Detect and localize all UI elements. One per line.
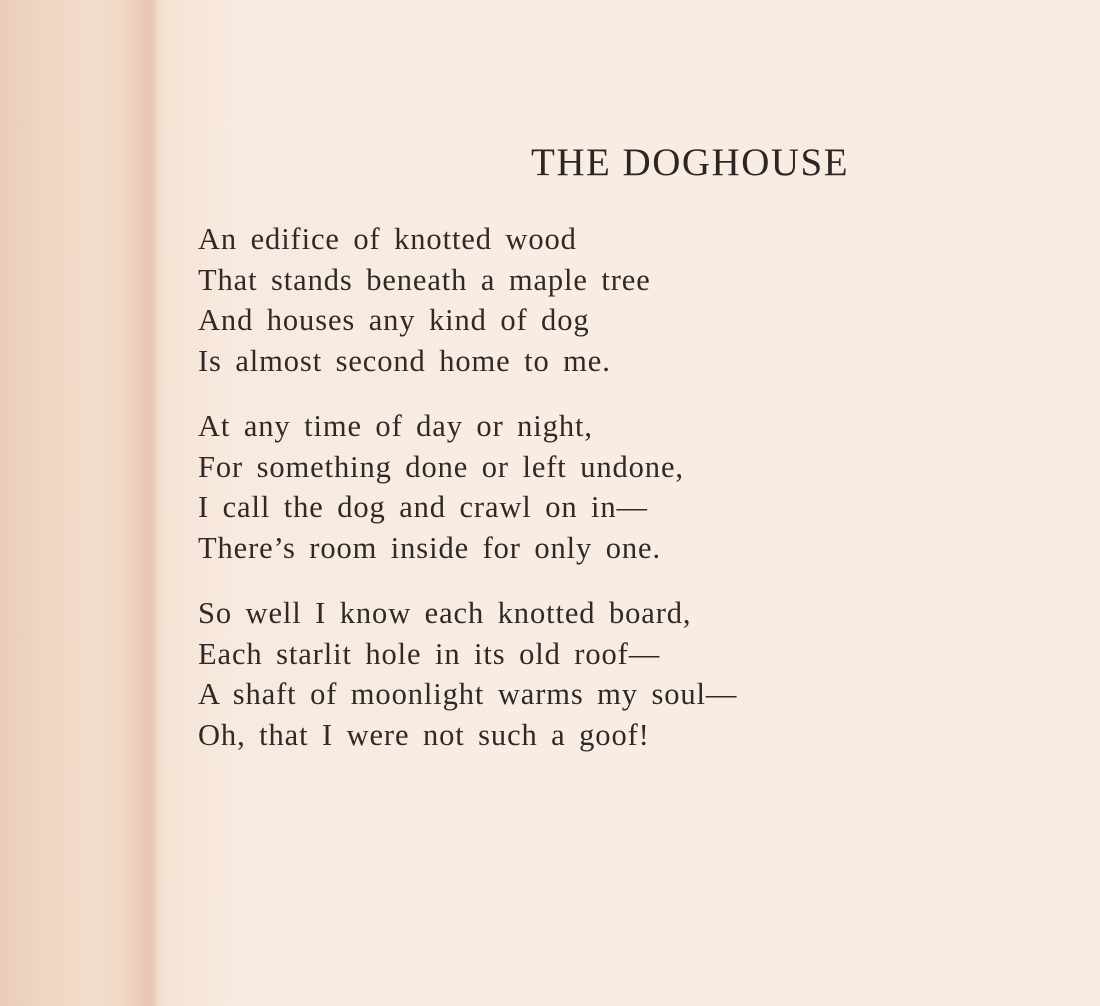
poem-line: Is almost second home to me.: [198, 343, 611, 378]
page-gutter: [118, 0, 164, 1006]
poem-line: For something done or left undone,: [198, 449, 684, 484]
stanza-1: [198, 219, 737, 381]
poem-body: [198, 219, 737, 780]
poem-title: THE DOGHOUSE: [531, 141, 850, 184]
stanza-2: [198, 406, 737, 568]
poem-line: An edifice of knotted wood: [198, 222, 577, 256]
poem-line: So well I know each knotted board,: [198, 596, 692, 630]
stanza-3: [198, 593, 737, 755]
poem-line: I call the dog and crawl on in—: [198, 490, 648, 524]
poem-line: That stands beneath a maple tree: [198, 262, 651, 297]
poem-line: Oh, that I were not such a goof!: [198, 717, 650, 752]
poem-line: There’s room inside for only one.: [198, 530, 661, 565]
poem-line: At any time of day or night,: [198, 409, 593, 443]
poem-line: Each starlit hole in its old roof—: [198, 636, 661, 671]
poem-line: A shaft of moonlight warms my soul—: [198, 677, 738, 711]
poem-line: And houses any kind of dog: [198, 303, 590, 337]
